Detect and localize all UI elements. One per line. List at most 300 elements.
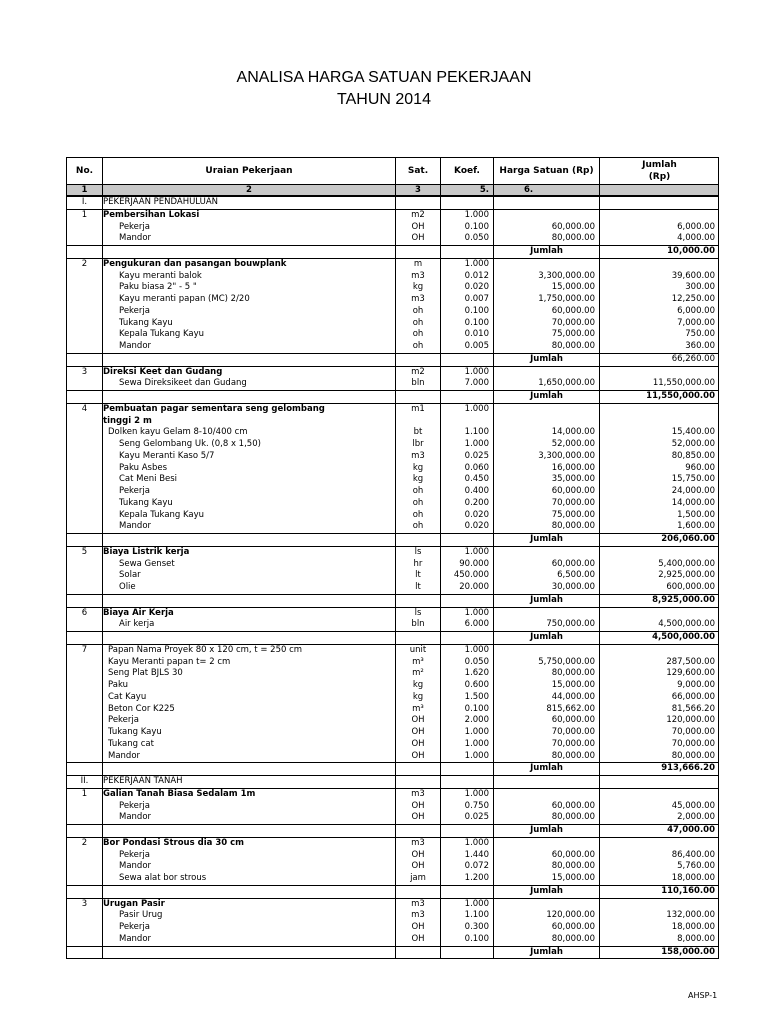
row-amount: 5,400,000.00 [658, 558, 715, 569]
row-coefficient: 1.000 [464, 644, 489, 655]
row-unit-price: 35,000.00 [551, 474, 595, 485]
page-title: ANALISA HARGA SATUAN PEKERJAAN [236, 69, 532, 86]
row-unit-price: 750,000.00 [546, 619, 595, 630]
row-unit: m³ [412, 656, 424, 667]
col-divider [493, 158, 494, 958]
row-unit-price: 60,000.00 [551, 800, 595, 811]
total-row [67, 762, 718, 775]
row-coefficient: 1.000 [464, 788, 489, 799]
row-unit: m3 [411, 910, 425, 921]
row-description: Mandor [119, 933, 152, 944]
table-row [67, 715, 718, 727]
colnum-3: 3 [415, 185, 421, 195]
row-description: PEKERJAAN PENDAHULUAN [103, 197, 219, 207]
row-description: Air kerja [119, 619, 155, 630]
row-description: Dolken kayu Gelam 8-10/400 cm [108, 427, 248, 438]
row-coefficient: 1.000 [464, 366, 489, 377]
row-description: Cat Kayu [108, 691, 147, 702]
row-unit: OH [411, 849, 425, 860]
row-amount: 11,550,000.00 [652, 378, 715, 389]
col-divider [599, 158, 600, 958]
table-row [67, 607, 718, 620]
table-row [67, 861, 718, 873]
table-row [67, 751, 718, 763]
table-row [67, 570, 718, 582]
row-coefficient: 0.300 [464, 922, 489, 932]
row-coefficient: 0.050 [464, 656, 489, 667]
row-number: 5 [81, 546, 88, 557]
row-amount: 1,500.00 [677, 509, 715, 520]
total-row [67, 390, 718, 403]
row-coefficient: 6.000 [464, 619, 489, 630]
table-row [67, 922, 718, 934]
row-description: Biaya Listrik kerja [103, 546, 190, 557]
row-unit: m² [412, 668, 424, 679]
row-number: 4 [81, 403, 88, 414]
row-unit: OH [411, 221, 425, 232]
row-unit-price: 1,750,000.00 [538, 294, 595, 304]
row-coefficient: 0.100 [464, 933, 489, 944]
row-coefficient: 0.020 [464, 509, 489, 520]
row-description: Urugan Pasir [103, 898, 165, 909]
row-coefficient: 0.005 [464, 341, 489, 351]
row-amount: 300.00 [685, 282, 715, 293]
table-row [67, 546, 718, 559]
row-description: Mandor [119, 521, 152, 532]
total-label: Jumlah [530, 594, 563, 605]
row-coefficient: 0.400 [464, 486, 489, 496]
row-coefficient: 1.000 [464, 727, 489, 737]
row-unit-price: 60,000.00 [551, 558, 595, 569]
row-description: Seng Plat BJLS 30 [108, 668, 183, 679]
row-description: Pembuatan pagar sementara seng gelombang [103, 403, 325, 414]
row-amount: 360.00 [685, 341, 715, 351]
row-unit: kg [412, 680, 424, 690]
row-unit-price: 80,000.00 [551, 812, 595, 823]
row-coefficient: 1.000 [464, 546, 489, 557]
table-row [67, 910, 718, 922]
row-coefficient: 0.200 [464, 497, 489, 508]
row-description: Biaya Air Kerja [103, 607, 174, 618]
table-row [67, 850, 718, 862]
row-coefficient: 0.450 [464, 474, 489, 485]
row-unit: unit [409, 644, 427, 655]
row-description: Kepala Tukang Kayu [119, 329, 205, 340]
row-coefficient: 0.020 [464, 521, 489, 532]
page-footer: AHSP-1 [688, 991, 718, 1000]
row-description: Mandor [119, 861, 152, 872]
table-row [67, 668, 718, 680]
table-row [67, 657, 718, 669]
row-description: Bor Pondasi Strous dia 30 cm [103, 837, 245, 848]
row-unit: OH [411, 727, 425, 737]
row-description: Pekerja [119, 305, 150, 316]
row-description: Direksi Keet dan Gudang [103, 366, 223, 377]
row-description: Tukang cat [108, 738, 154, 749]
row-description: Kayu Meranti Kaso 5/7 [119, 450, 215, 461]
row-coefficient: 1.100 [464, 910, 489, 921]
row-unit: kg [412, 474, 424, 485]
total-label: Jumlah [530, 885, 563, 896]
row-unit: oh [412, 329, 424, 340]
row-amount: 15,400.00 [671, 427, 715, 438]
table-row [67, 837, 718, 850]
row-unit-price: 14,000.00 [551, 427, 595, 438]
row-coefficient: 0.600 [464, 680, 489, 690]
row-unit-price: 80,000.00 [551, 341, 595, 351]
row-description: Paku biasa 2" - 5 " [119, 282, 197, 293]
row-unit: oh [412, 497, 424, 508]
row-coefficient: 450.000 [453, 570, 489, 581]
total-value: 66,260.00 [671, 353, 715, 364]
total-row [67, 824, 718, 837]
row-unit: m1 [411, 403, 425, 414]
table-row [67, 582, 718, 594]
total-value: 11,550,000.00 [646, 391, 715, 401]
total-label: Jumlah [530, 534, 563, 544]
row-description: Sewa alat bor strous [119, 873, 207, 883]
row-amount: 4,000.00 [677, 233, 715, 244]
row-description: Kayu Meranti papan t= 2 cm [108, 656, 231, 667]
table-row [67, 463, 718, 475]
row-unit: oh [412, 305, 424, 316]
total-row [67, 353, 718, 366]
table-row [67, 366, 718, 379]
row-amount: 81,566.20 [671, 703, 715, 714]
row-coefficient: 1.440 [464, 849, 489, 860]
row-description: Paku Asbes [119, 462, 167, 473]
row-amount: 4,500,000.00 [658, 619, 715, 630]
table-row [67, 644, 718, 657]
row-description: Seng Gelombang Uk. (0,8 x 1,50) [119, 439, 261, 449]
row-amount: 52,000.00 [671, 439, 715, 449]
row-number: 1 [81, 209, 88, 220]
row-unit-price: 120,000.00 [546, 910, 595, 921]
row-unit-price: 60,000.00 [551, 922, 595, 932]
header-harga: Harga Satuan (Rp) [499, 166, 594, 176]
row-coefficient: 0.010 [464, 329, 489, 340]
row-coefficient: 1.000 [464, 209, 489, 220]
row-amount: 15,750.00 [671, 474, 715, 485]
row-description: tinggi 2 m [103, 415, 152, 426]
row-number: 3 [81, 366, 88, 377]
row-amount: 8,000.00 [677, 933, 715, 944]
row-amount: 600,000.00 [666, 582, 715, 592]
row-unit-price: 80,000.00 [551, 750, 595, 761]
header-koef: Koef. [454, 166, 480, 176]
table-row [67, 378, 718, 390]
row-coefficient: 90.000 [459, 558, 489, 569]
table-row [67, 704, 718, 716]
row-coefficient: 2.000 [464, 715, 489, 726]
row-amount: 132,000.00 [666, 910, 715, 921]
row-unit-price: 75,000.00 [551, 329, 595, 340]
total-row [67, 885, 718, 898]
row-coefficient: 0.025 [464, 812, 489, 823]
row-description: Solar [119, 570, 141, 581]
table-row [67, 486, 718, 498]
row-unit-price: 75,000.00 [551, 509, 595, 520]
row-unit: kg [412, 691, 424, 702]
table-row [67, 318, 718, 330]
colnum-1: 1 [81, 185, 88, 195]
row-coefficient: 1.100 [464, 427, 489, 438]
row-description: Mandor [119, 812, 152, 823]
total-value: 4,500,000.00 [652, 632, 715, 642]
row-unit: oh [412, 341, 424, 351]
total-row [67, 533, 718, 546]
row-unit: OH [411, 922, 425, 932]
header-jumlah-line1: Jumlah [642, 160, 677, 170]
total-value: 206,060.00 [661, 534, 715, 544]
row-amount: 66,000.00 [671, 691, 715, 702]
row-unit: m3 [411, 270, 425, 281]
row-amount: 6,000.00 [677, 305, 715, 316]
row-amount: 750.00 [685, 329, 715, 340]
row-coefficient: 1.000 [464, 607, 489, 618]
total-row [67, 631, 718, 644]
table-row [67, 306, 718, 318]
row-unit: lbr [412, 439, 424, 449]
table-row [67, 439, 718, 451]
total-label: Jumlah [530, 763, 563, 774]
row-unit: m3 [411, 837, 425, 848]
row-coefficient: 7.000 [464, 378, 489, 389]
total-row [67, 594, 718, 607]
row-unit: OH [411, 750, 425, 761]
row-unit: jam [410, 873, 426, 883]
row-unit: OH [411, 812, 425, 823]
page-subtitle: TAHUN 2014 [337, 91, 431, 108]
row-coefficient: 1.000 [464, 750, 489, 761]
row-unit-price: 15,000.00 [551, 873, 595, 883]
table-row [67, 416, 718, 428]
table-row [67, 474, 718, 486]
row-description: Tukang Kayu [119, 317, 173, 328]
row-coefficient: 0.100 [464, 703, 489, 714]
row-amount: 5,760.00 [677, 861, 715, 872]
row-unit: oh [412, 509, 424, 520]
table-row [67, 329, 718, 341]
row-amount: 45,000.00 [671, 800, 715, 811]
row-amount: 18,000.00 [671, 922, 715, 932]
row-unit: m3 [411, 294, 425, 304]
table-row [67, 801, 718, 813]
table-row [67, 812, 718, 824]
row-amount: 14,000.00 [671, 497, 715, 508]
row-coefficient: 0.012 [464, 270, 489, 281]
total-value: 110,160.00 [661, 885, 715, 896]
row-amount: 39,600.00 [671, 270, 715, 281]
total-row [67, 245, 718, 258]
row-unit: m3 [411, 450, 425, 461]
table-row [67, 559, 718, 571]
row-unit: m³ [412, 703, 424, 714]
column-number-row [67, 185, 718, 196]
row-unit: bt [413, 427, 423, 438]
row-unit-price: 70,000.00 [551, 727, 595, 737]
row-number: 7 [81, 644, 88, 655]
row-unit: kg [412, 282, 424, 293]
row-unit-price: 5,750,000.00 [538, 656, 595, 667]
row-unit: lt [415, 570, 421, 581]
total-value: 10,000.00 [667, 246, 715, 256]
row-unit-price: 60,000.00 [551, 305, 595, 316]
row-coefficient: 0.750 [464, 800, 489, 811]
row-unit: oh [412, 317, 424, 328]
header-sat: Sat. [407, 166, 429, 176]
row-coefficient: 0.100 [464, 317, 489, 328]
row-number: 2 [81, 258, 88, 269]
row-coefficient: 1.000 [464, 898, 489, 909]
row-coefficient: 1.620 [464, 668, 489, 679]
row-unit-price: 70,000.00 [551, 497, 595, 508]
row-amount: 18,000.00 [671, 873, 715, 883]
row-coefficient: 0.050 [464, 233, 489, 244]
row-unit: m3 [411, 898, 425, 909]
row-amount: 1,600.00 [677, 521, 715, 532]
header-jumlah-line2: (Rp) [648, 172, 671, 182]
row-unit-price: 44,000.00 [551, 691, 595, 702]
row-amount: 9,000.00 [677, 680, 715, 690]
row-coefficient: 0.060 [464, 462, 489, 473]
row-amount: 129,600.00 [666, 668, 715, 679]
row-number: II. [80, 776, 89, 786]
row-coefficient: 0.100 [464, 221, 489, 232]
table-row [67, 427, 718, 439]
row-unit-price: 30,000.00 [551, 582, 595, 592]
row-unit: m2 [411, 209, 425, 220]
row-unit-price: 15,000.00 [551, 282, 595, 293]
row-description: Pembersihan Lokasi [103, 209, 200, 220]
row-coefficient: 1.000 [464, 439, 489, 449]
row-description: Pekerja [119, 922, 150, 932]
row-unit: OH [411, 800, 425, 811]
row-description: Papan Nama Proyek 80 x 120 cm, t = 250 cm [108, 644, 303, 655]
section-row [67, 775, 718, 788]
row-number: 2 [81, 837, 88, 848]
total-value: 8,925,000.00 [652, 594, 715, 605]
row-unit: m2 [411, 366, 425, 377]
row-coefficient: 0.007 [464, 294, 489, 304]
row-description: Mandor [108, 750, 141, 761]
row-unit-price: 815,662.00 [546, 703, 595, 714]
row-coefficient: 0.020 [464, 282, 489, 293]
row-amount: 7,000.00 [677, 317, 715, 328]
total-value: 47,000.00 [667, 825, 715, 835]
row-unit: OH [411, 933, 425, 944]
row-coefficient: 0.072 [464, 861, 489, 872]
row-coefficient: 1.000 [464, 738, 489, 749]
row-unit-price: 80,000.00 [551, 861, 595, 872]
table-row [67, 282, 718, 294]
section-row [67, 196, 718, 209]
row-description: Olie [119, 582, 136, 592]
table-row [67, 619, 718, 631]
row-coefficient: 1.000 [464, 837, 489, 848]
row-unit-price: 1,650,000.00 [538, 378, 595, 389]
table-row [67, 222, 718, 234]
row-amount: 24,000.00 [671, 486, 715, 496]
row-unit-price: 60,000.00 [551, 486, 595, 496]
row-unit-price: 15,000.00 [551, 680, 595, 690]
row-description: Mandor [119, 233, 152, 244]
row-description: Tukang Kayu [108, 727, 162, 737]
row-amount: 70,000.00 [671, 727, 715, 737]
table-row [67, 898, 718, 911]
col-divider [102, 158, 103, 958]
table-row [67, 739, 718, 751]
row-description: Sewa Genset [119, 558, 175, 569]
row-amount: 86,400.00 [671, 849, 715, 860]
row-coefficient: 1.500 [464, 691, 489, 702]
row-amount: 2,925,000.00 [658, 570, 715, 581]
table-row [67, 521, 718, 533]
total-value: 913,666.20 [661, 763, 715, 774]
row-description: Pekerja [119, 486, 150, 496]
table-row [67, 510, 718, 522]
total-label: Jumlah [530, 353, 563, 364]
row-description: Pekerja [119, 800, 150, 811]
total-label: Jumlah [530, 825, 563, 835]
row-unit: OH [411, 861, 425, 872]
header-no: No. [75, 166, 94, 176]
row-amount: 80,000.00 [671, 750, 715, 761]
row-number: I. [81, 197, 88, 207]
header-jumlah [600, 159, 719, 183]
row-coefficient: 0.100 [464, 305, 489, 316]
colnum-6: 6. [524, 185, 534, 195]
row-coefficient: 20.000 [459, 582, 489, 592]
row-unit-price: 80,000.00 [551, 668, 595, 679]
table-row [67, 271, 718, 283]
row-coefficient: 1.200 [464, 873, 489, 883]
total-label: Jumlah [530, 391, 563, 401]
row-description: Pekerja [108, 715, 139, 726]
row-unit: m [413, 258, 423, 269]
row-unit: OH [411, 233, 425, 244]
table-body [67, 196, 718, 958]
table-row [67, 788, 718, 801]
row-amount: 2,000.00 [677, 812, 715, 823]
table-row [67, 451, 718, 463]
col-divider [440, 158, 441, 958]
row-description: Sewa Direksikeet dan Gudang [119, 378, 247, 389]
row-unit: ls [414, 546, 422, 557]
total-row [67, 946, 718, 959]
row-unit-price: 60,000.00 [551, 221, 595, 232]
row-number: 1 [81, 788, 88, 799]
row-coefficient: 1.000 [464, 403, 489, 414]
row-unit: ls [414, 607, 422, 618]
row-amount: 287,500.00 [666, 656, 715, 667]
row-unit-price: 52,000.00 [551, 439, 595, 449]
row-unit: m3 [411, 788, 425, 799]
row-unit: bln [411, 619, 425, 630]
table-row [67, 692, 718, 704]
row-unit-price: 6,500.00 [557, 570, 595, 581]
row-number: 6 [81, 607, 88, 618]
row-unit: kg [412, 462, 424, 473]
row-unit-price: 3,300,000.00 [538, 450, 595, 461]
row-description: Mandor [119, 341, 152, 351]
row-description: Pekerja [119, 221, 150, 232]
table-row [67, 258, 718, 271]
header-uraian: Uraian Pekerjaan [205, 166, 293, 176]
row-description: Tukang Kayu [119, 497, 173, 508]
row-coefficient: 0.025 [464, 450, 489, 461]
row-description: Galian Tanah Biasa Sedalam 1m [103, 788, 256, 799]
